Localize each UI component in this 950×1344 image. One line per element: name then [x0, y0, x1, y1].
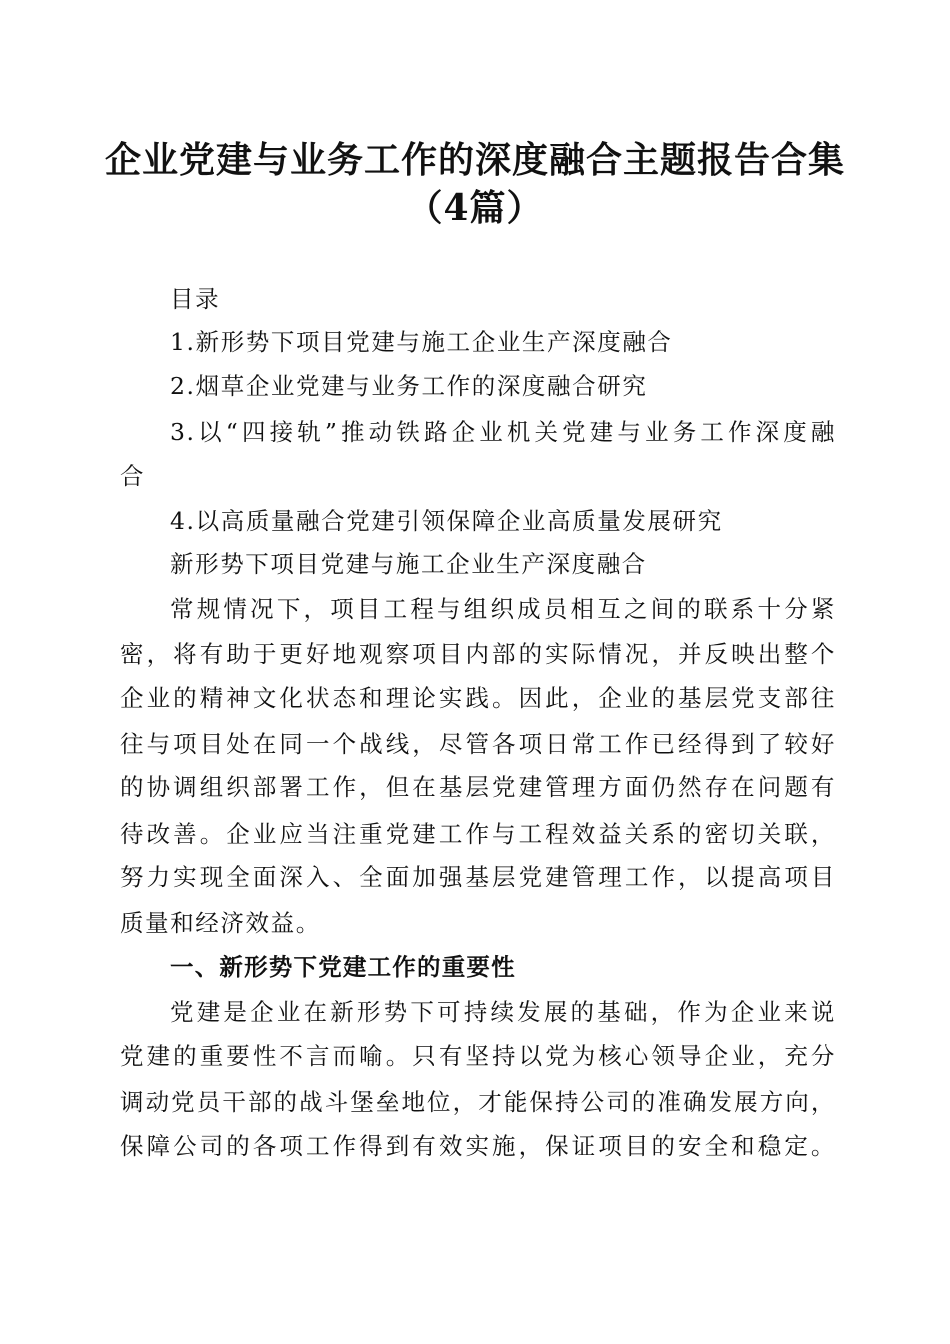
toc-item-3: 3.以“四接轨”推动铁路企业机关党建与业务工作深度融 [170, 418, 836, 446]
toc-item-4: 4.以高质量融合党建引领保障企业高质量发展研究 [170, 507, 723, 535]
document-title-subtitle: （4篇） [406, 187, 544, 229]
paragraph-line: 党建是企业在新形势下可持续发展的基础，作为企业来说 [170, 998, 836, 1026]
paragraph-line: 保障公司的各项工作得到有效实施，保证项目的安全和稳定。 [120, 1132, 836, 1160]
toc-item-2: 2.烟草企业党建与业务工作的深度融合研究 [170, 372, 648, 400]
section-heading: 一、新形势下党建工作的重要性 [170, 953, 516, 981]
article-title: 新形势下项目党建与施工企业生产深度融合 [170, 550, 647, 578]
paragraph-line: 常规情况下，项目工程与组织成员相互之间的联系十分紧 [170, 595, 836, 623]
toc-item-3-continuation: 合 [120, 462, 146, 490]
toc-item-1: 1.新形势下项目党建与施工企业生产深度融合 [170, 328, 673, 356]
paragraph-line: 质量和经济效益。 [120, 909, 321, 937]
paragraph-line: 的协调组织部署工作，但在基层党建管理方面仍然存在问题有 [120, 773, 836, 801]
paragraph-line: 往与项目处在同一个战线，尽管各项日常工作已经得到了较好 [120, 730, 836, 758]
paragraph-line: 党建的重要性不言而喻。只有坚持以党为核心领导企业，充分 [120, 1042, 836, 1070]
paragraph-line: 密，将有助于更好地观察项目内部的实际情况，并反映出整个 [120, 640, 836, 668]
toc-heading: 目录 [170, 285, 221, 313]
paragraph-line: 调动党员干部的战斗堡垒地位，才能保持公司的准确发展方向， [120, 1088, 836, 1116]
paragraph-line: 待改善。企业应当注重党建工作与工程效益关系的密切关联， [120, 820, 836, 848]
paragraph-line: 企业的精神文化状态和理论实践。因此，企业的基层党支部往 [120, 684, 836, 712]
paragraph-line: 努力实现全面深入、全面加强基层党建管理工作，以提高项目 [120, 863, 836, 891]
document-title: 企业党建与业务工作的深度融合主题报告合集 [104, 139, 845, 181]
